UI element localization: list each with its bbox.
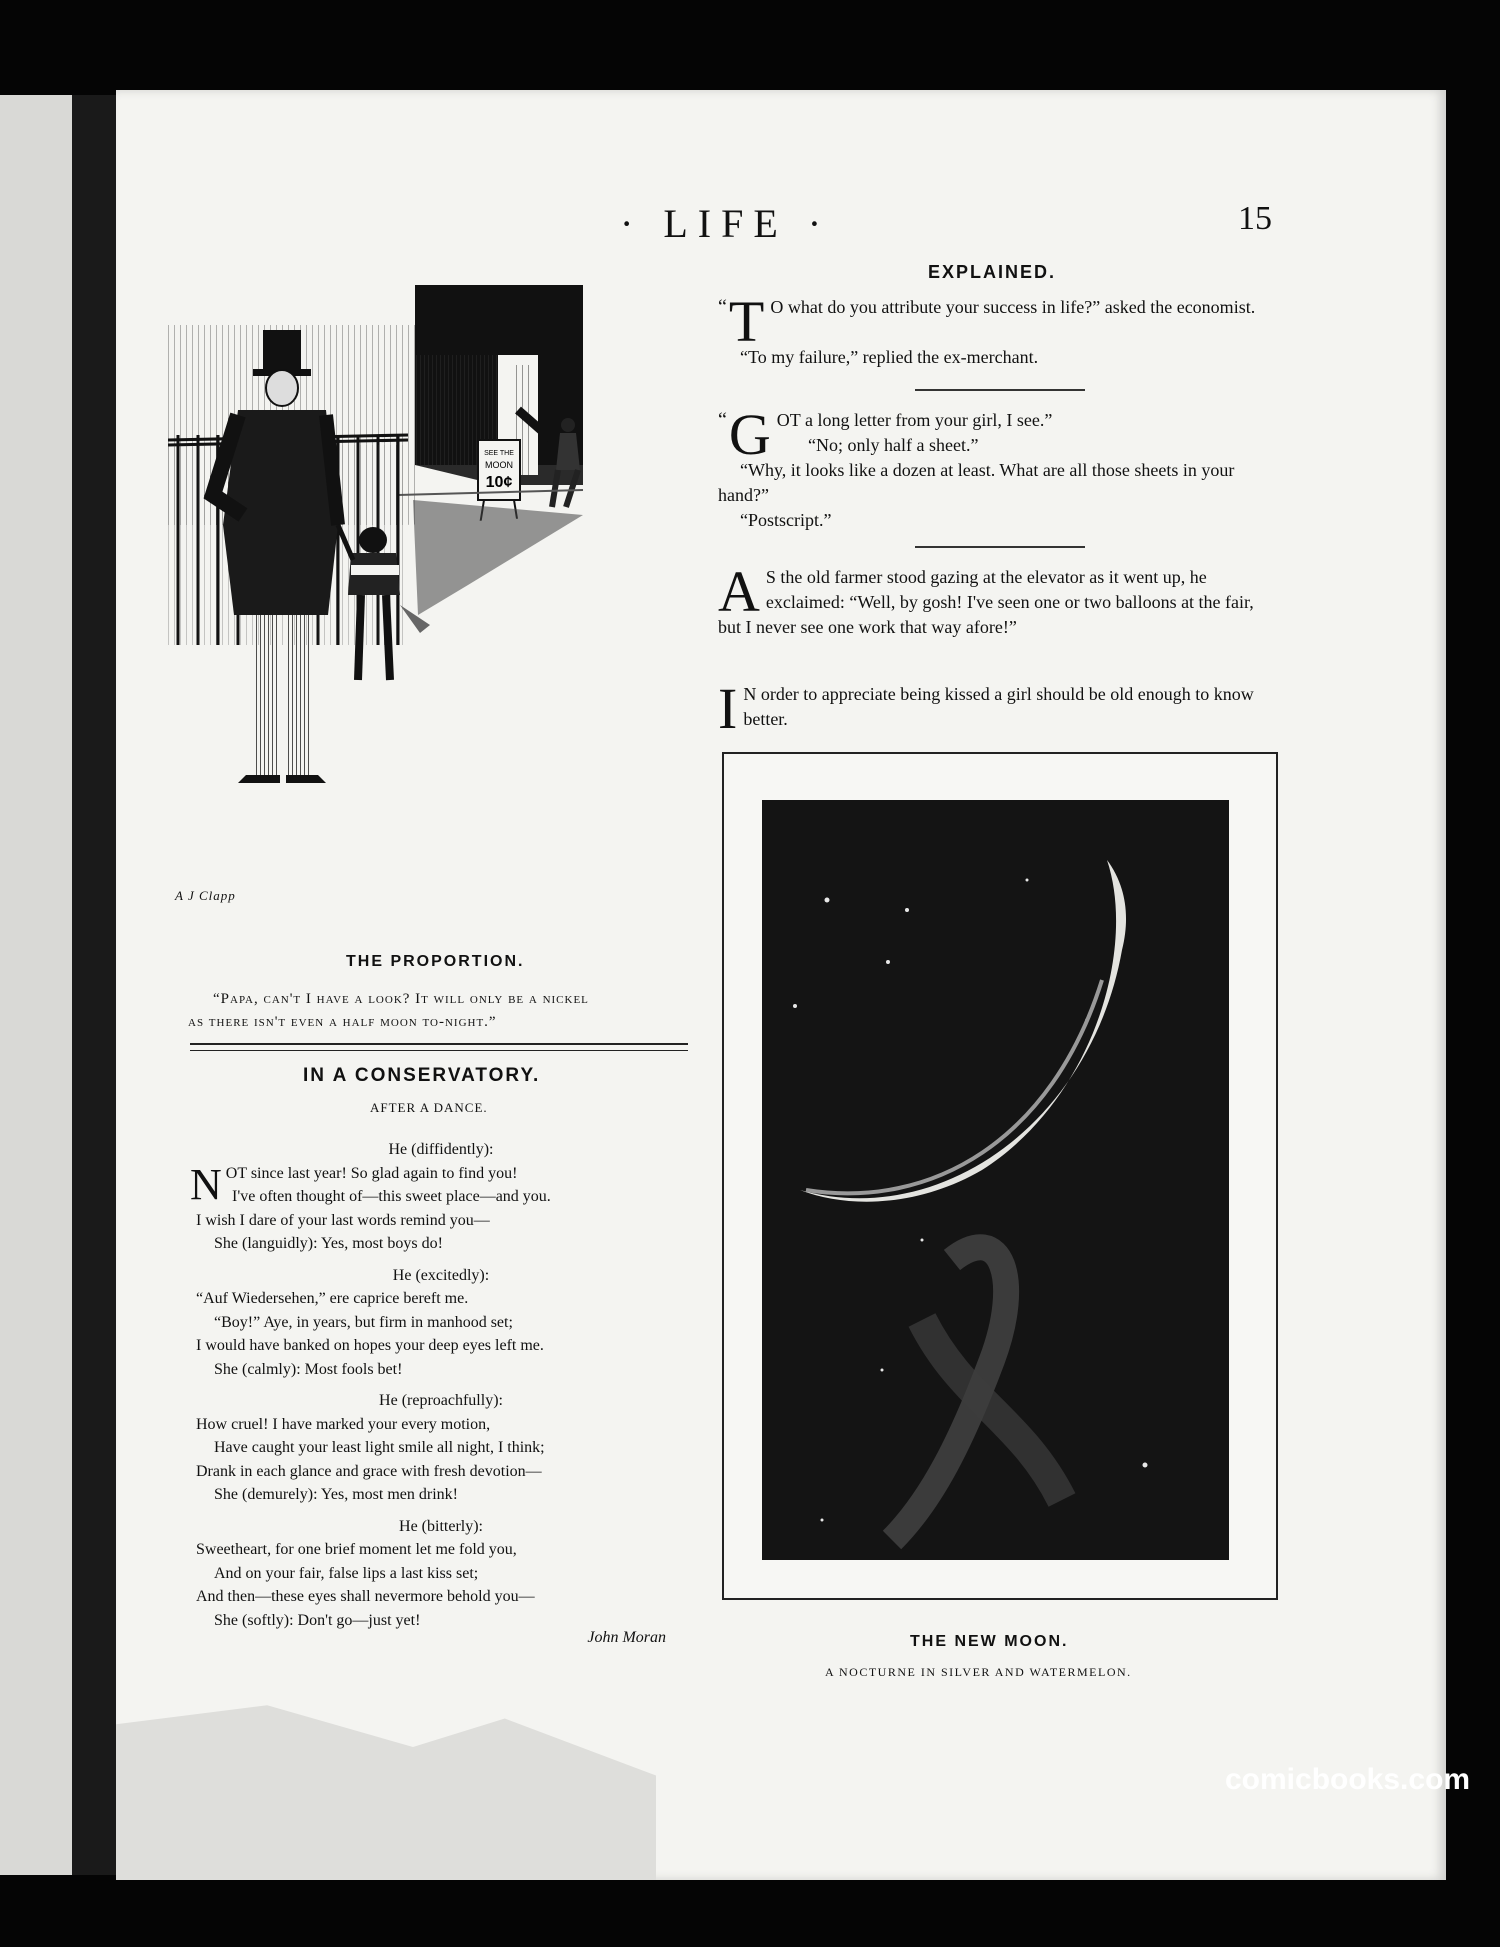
masthead-title: · LIFE ·: [620, 201, 832, 246]
watermark: comicbooks.com: [1225, 1763, 1471, 1796]
joke-dropcap: G: [728, 402, 771, 467]
joke-dropcap: A: [718, 559, 760, 624]
poem-line: Sweetheart, for one brief moment let me fold you,: [196, 1541, 517, 1558]
poem-line-text: OT since last year! So glad again to find you!: [225, 1164, 518, 1182]
poem-line: How cruel! I have marked your every motion,: [196, 1415, 491, 1433]
poem-body: [190, 1130, 686, 1650]
poem-line: She (softly): Don't go—just yet!: [214, 1611, 421, 1629]
new-moon-plate: [762, 800, 1229, 1560]
joke-dropcap: I: [718, 676, 738, 741]
joke-text: N order to appreciate being kissed a girl should be old enough to know better.: [743, 684, 1254, 729]
poem-line: And then—these eyes shall nevermore behold you—: [196, 1588, 535, 1605]
joke-kissed: [718, 676, 1278, 741]
poem-speaker: He (bitterly):: [399, 1517, 483, 1535]
caption-line: as there isn't even a half moon to-night.”: [188, 1014, 497, 1030]
illustration-proportion: [168, 285, 683, 865]
facing-page-edge: [0, 95, 72, 1875]
poem-line: She (demurely): Yes, most men drink!: [214, 1486, 458, 1503]
poem-speaker: He (diffidently):: [388, 1141, 494, 1158]
poem-dropcap: N: [190, 1159, 222, 1209]
joke-explained: “ T O what do you attribute your success in life?” asked the economist. “To my failure,” replied the ex-merchant.: [718, 295, 1278, 370]
joke-text: “No; only half a sheet.”: [808, 435, 979, 455]
artist-signature: A J Clapp: [175, 888, 236, 903]
illustration-caption-title: THE PROPORTION.: [346, 953, 525, 970]
poem-title: IN A CONSERVATORY.: [303, 1065, 541, 1086]
joke-text: OT a long letter from your girl, I see.”: [776, 410, 1053, 430]
illustration-caption: [188, 988, 688, 1034]
joke-letter: “ G OT a long letter from your girl, I see.” “No; only half a sheet.” “Why, it looks like a dozen at least. What are all those sheets in your hand?” “Postscript.”: [718, 408, 1278, 533]
separator-rule: [915, 389, 1085, 391]
binding-gutter: [72, 95, 116, 1875]
poem-line: I've often thought of—this sweet place—and you.: [232, 1188, 551, 1205]
sign-line-1: SEE THE: [484, 450, 514, 457]
section-rule: [190, 1043, 688, 1051]
poem-author: John Moran: [587, 1629, 666, 1646]
joke-text: “Postscript.”: [740, 510, 832, 530]
poem-line: Have caught your least light smile all night, I think;: [214, 1439, 545, 1456]
joke-text: O what do you attribute your success in life?” asked the economist.: [770, 297, 1256, 317]
poem-line: “Boy!” Aye, in years, but firm in manhood set;: [214, 1313, 513, 1331]
joke-text: “To my failure,” replied the ex-merchant.: [740, 347, 1039, 367]
poem-line: And on your fair, false lips a last kiss set;: [214, 1564, 479, 1582]
poem-line: “Auf Wiedersehen,” ere caprice bereft me.: [196, 1290, 469, 1307]
joke-farmer: [718, 559, 1278, 640]
poem-subtitle: AFTER A DANCE.: [370, 1100, 488, 1115]
separator-rule: [915, 546, 1085, 548]
joke-text: S the old farmer stood gazing at the elevator as it went up, he exclaimed: “Well, by gosh! I've seen one or two balloons at the fair, but I never see one work that way afore!”: [718, 567, 1254, 637]
joke-text: “Why, it looks like a dozen at least. What are all those sheets in your hand?”: [718, 460, 1235, 505]
poem-speaker: He (reproachfully):: [379, 1392, 503, 1409]
plate-caption-sub: A NOCTURNE IN SILVER AND WATERMELON.: [825, 1665, 1132, 1679]
poem-line: She (calmly): Most fools bet!: [214, 1360, 403, 1378]
poem-speaker: He (excitedly):: [392, 1266, 490, 1284]
sign-line-3: 10¢: [485, 474, 513, 491]
poem-line: She (languidly): Yes, most boys do!: [214, 1235, 443, 1252]
poem-line: I would have banked on hopes your deep eyes left me.: [196, 1337, 544, 1354]
joke-dropcap: T: [728, 289, 765, 354]
page-number: 15: [1238, 200, 1272, 237]
poem-line: I wish I dare of your last words remind you—: [196, 1211, 490, 1229]
plate-caption-title: THE NEW MOON.: [910, 1633, 1069, 1650]
caption-line: “Papa, can't I have a look? It will only be a nickel: [213, 991, 589, 1007]
sign-line-2: MOON: [485, 460, 513, 470]
poem-line: Drank in each glance and grace with fresh devotion—: [196, 1462, 542, 1480]
joke-title-explained: EXPLAINED.: [928, 262, 1057, 282]
